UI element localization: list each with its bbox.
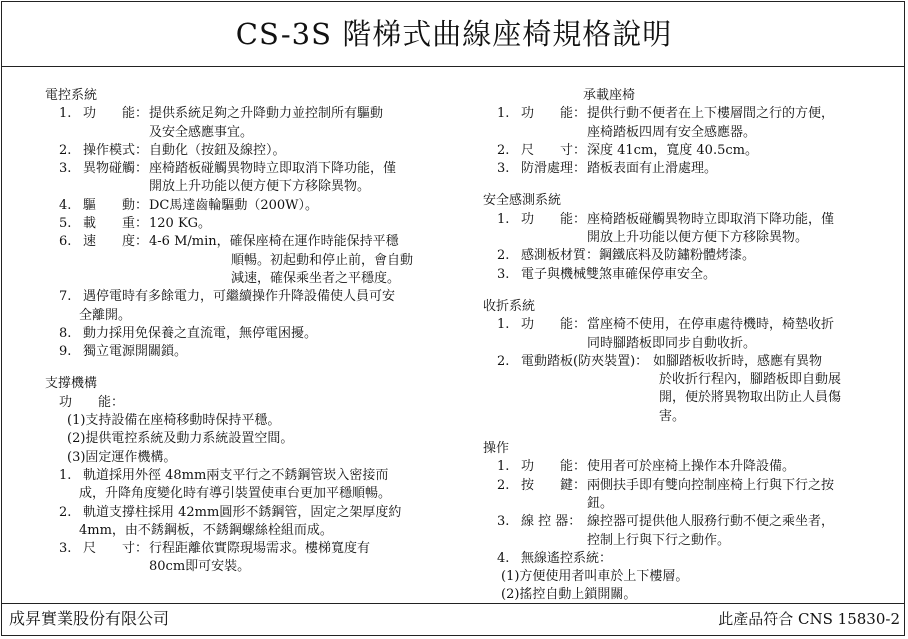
- item-number: 1.: [497, 106, 510, 122]
- spec-line: [483, 586, 903, 604]
- item-text: 害。: [659, 408, 686, 424]
- item-label: 功 能：: [521, 211, 587, 227]
- spec-line: [483, 160, 903, 178]
- spec-line: [483, 477, 903, 495]
- spec-line: [45, 485, 445, 503]
- item-text: 4mm，由不銹鋼板，不銹鋼螺絲栓組而成。: [79, 522, 333, 538]
- spec-line: [483, 316, 903, 334]
- spec-line: [45, 412, 445, 430]
- item-text: 遇停電時有多餘電力，可繼續操作升降設備使人員可安: [83, 289, 396, 305]
- item-label: 電動踏板(防夾裝置)：: [521, 353, 649, 369]
- item-text: 開放上升功能以便方便下方移除異物。: [587, 230, 809, 246]
- item-number: 1.: [59, 467, 72, 483]
- spec-line: [483, 532, 903, 550]
- item-number: 2.: [497, 142, 510, 158]
- item-text: 成，升降角度變化時有導引裝置使車台更加平穩順暢。: [79, 486, 392, 502]
- item-label: 載 重：: [83, 216, 149, 232]
- item-text: 電子與機械雙煞車確保停車安全。: [521, 266, 717, 282]
- spec-section: [483, 87, 903, 178]
- item-label: 速 度：: [83, 234, 149, 250]
- item-text: 提供行動不便者在上下樓層間之行的方便，: [587, 106, 835, 122]
- spec-line: [45, 522, 445, 540]
- spec-line: [483, 266, 903, 284]
- spec-line: [483, 513, 903, 531]
- item-number: 3.: [497, 161, 510, 177]
- item-text: 行程距離依實際現場需求。樓梯寬度有: [149, 541, 371, 557]
- item-text: 座椅踏板四周有安全感應器。: [587, 124, 757, 140]
- spec-section: [483, 440, 903, 605]
- spec-line: [45, 124, 445, 142]
- item-label: 功 能：: [521, 317, 587, 333]
- item-label: 防滑處理：: [521, 161, 587, 177]
- spec-section: [483, 298, 903, 426]
- spec-line: [45, 558, 445, 576]
- item-text: 深度 41cm，寬度 40.5cm。: [587, 142, 758, 158]
- item-text: 控制上行與下行之動作。: [587, 532, 731, 548]
- item-number: 6.: [59, 234, 72, 250]
- spec-line: [45, 142, 445, 160]
- item-text: 自動化（按鈕及線控）。: [149, 142, 286, 158]
- item-number: 1.: [497, 317, 510, 333]
- spec-line: [45, 178, 445, 196]
- spec-line: [45, 160, 445, 178]
- item-text: 同時腳踏板即同步自動收折。: [587, 335, 757, 351]
- spec-section: [45, 87, 445, 361]
- item-text: 當座椅不使用，在停車處待機時，椅墊收折: [587, 317, 835, 333]
- item-label: 驅 動：: [83, 197, 149, 213]
- item-number: 7.: [59, 289, 72, 305]
- item-text: (1)支持設備在座椅移動時保持平穩。: [67, 413, 281, 429]
- section-heading: 安全感測系統: [483, 193, 562, 209]
- item-text: 如腳踏板收折時，感應有異物: [653, 353, 823, 369]
- spec-line: [483, 389, 903, 407]
- section-heading: 收折系統: [483, 298, 536, 314]
- item-number: 9.: [59, 344, 72, 360]
- item-text: 4-6 M/min，確保座椅在運作時能保持平穩: [149, 234, 399, 250]
- spec-line: [483, 353, 903, 371]
- item-text: (2)提供電控系統及動力系統設置空間。: [67, 431, 294, 447]
- title-divider: [1, 66, 905, 67]
- item-number: 3.: [497, 514, 510, 530]
- spec-line: [483, 335, 903, 353]
- item-text: (3)固定運作機構。: [67, 449, 177, 465]
- item-number: 1.: [497, 211, 510, 227]
- item-text: DC馬達齒輪驅動（200W）。: [149, 197, 319, 213]
- item-text: 開，便於將異物取出防止人員傷: [659, 390, 842, 406]
- section-heading: 電控系統: [45, 88, 98, 103]
- item-text: 軌道採用外徑 48mm兩支平行之不銹鋼管崁入密接而: [83, 467, 389, 483]
- item-number: 1.: [59, 106, 72, 122]
- item-label: 功 能：: [521, 106, 587, 122]
- spec-line: [45, 215, 445, 233]
- item-number: 2.: [59, 504, 72, 520]
- item-text: 感測板材質：鋼鐵底料及防鏽粉體烤漆。: [521, 248, 756, 264]
- spec-section: [483, 192, 903, 283]
- spec-line: [45, 540, 445, 558]
- item-text: 座椅踏板碰觸異物時立即取消下降功能，僅: [149, 161, 397, 177]
- spec-line: [483, 458, 903, 476]
- spec-line: [45, 270, 445, 288]
- company-name: 成昇實業股份有限公司: [9, 609, 170, 628]
- item-label: 尺 寸：: [521, 142, 587, 158]
- spec-line: [45, 307, 445, 325]
- item-text: 兩側扶手即有雙向控制座椅上行與下行之按: [587, 477, 835, 493]
- item-text: 80cm即可安裝。: [149, 559, 251, 575]
- item-label: 線 控 器：: [521, 514, 582, 530]
- item-text: 座椅踏板碰觸異物時立即取消下降功能，僅: [587, 211, 835, 227]
- item-text: 120 KG。: [149, 216, 212, 232]
- right-column: [483, 87, 903, 619]
- item-label: 異物碰觸：: [83, 161, 149, 177]
- spec-line: [45, 233, 445, 251]
- item-text: 順暢。初起動和停止前，會自動: [231, 252, 414, 268]
- item-text: 功 能：: [59, 394, 125, 410]
- spec-line: [483, 371, 903, 389]
- item-text: 踏板表面有止滑處理。: [587, 161, 718, 177]
- item-text: 線控器可提供他人服務行動不便之乘坐者，: [587, 514, 835, 530]
- item-number: 5.: [59, 216, 72, 232]
- spec-line: [45, 394, 445, 412]
- item-text: 於收折行程內，腳踏板即自動展: [659, 372, 842, 388]
- spec-line: [483, 229, 903, 247]
- spec-line: [45, 325, 445, 343]
- item-number: 2.: [497, 477, 510, 493]
- item-number: 2.: [497, 248, 510, 264]
- item-text: 無線遙控系統：: [521, 550, 613, 566]
- spec-line: [483, 105, 903, 123]
- item-text: (2)搖控自動上鎖開關。: [501, 587, 637, 603]
- item-label: 功 能：: [83, 106, 149, 122]
- spec-line: [45, 467, 445, 485]
- spec-line: [45, 343, 445, 361]
- page-title: CS-3S 階梯式曲線座椅規格說明: [235, 17, 673, 51]
- spec-line: [483, 247, 903, 265]
- item-number: 2.: [59, 142, 72, 158]
- spec-line: [45, 252, 445, 270]
- item-number: 3.: [497, 266, 510, 282]
- footer-divider: [1, 603, 905, 604]
- item-text: 軌道支撐柱採用 42mm圓形不銹鋼管，固定之架厚度約: [83, 504, 402, 520]
- item-text: 全離開。: [79, 307, 132, 323]
- item-label: 功 能：: [521, 459, 587, 475]
- item-number: 2.: [497, 353, 510, 369]
- section-heading: 承載座椅: [583, 88, 636, 103]
- spec-section: [45, 375, 445, 576]
- item-text: 及安全感應事宜。: [149, 124, 254, 140]
- item-text: 鈕。: [587, 495, 614, 511]
- item-number: 4.: [497, 550, 510, 566]
- item-number: 1.: [497, 459, 510, 475]
- cns-compliance: 此產品符合 CNS 15830-2: [718, 610, 900, 628]
- item-text: 提供系統足夠之升降動力並控制所有驅動: [149, 106, 384, 122]
- item-number: 3.: [59, 161, 72, 177]
- item-text: 獨立電源開關鎖。: [83, 344, 188, 360]
- spec-line: [45, 504, 445, 522]
- item-text: 動力採用免保養之直流電，無停電困擾。: [83, 325, 318, 341]
- section-heading: 操作: [483, 441, 510, 457]
- spec-line: [483, 124, 903, 142]
- spec-line: [483, 495, 903, 513]
- spec-line: [483, 408, 903, 426]
- spec-line: [45, 288, 445, 306]
- item-label: 尺 寸：: [83, 541, 149, 557]
- left-column: [45, 87, 445, 591]
- item-number: 8.: [59, 325, 72, 341]
- item-number: 3.: [59, 541, 72, 557]
- item-text: 開放上升功能以便方便下方移除異物。: [149, 179, 371, 195]
- spec-line: [483, 211, 903, 229]
- item-number: 4.: [59, 197, 72, 213]
- item-text: 減速，確保乘坐者之平穩度。: [231, 270, 401, 286]
- spec-line: [483, 142, 903, 160]
- item-text: 使用者可於座椅上操作本升降設備。: [587, 459, 796, 475]
- spec-line: [45, 105, 445, 123]
- spec-line: [483, 568, 903, 586]
- item-label: 操作模式：: [83, 142, 149, 158]
- section-heading: 支撐機構: [45, 376, 98, 392]
- spec-line: [45, 449, 445, 467]
- spec-line: [45, 430, 445, 448]
- item-text: (1)方便使用者叫車於上下樓層。: [501, 569, 689, 585]
- spec-line: [45, 197, 445, 215]
- spec-line: [483, 550, 903, 568]
- item-label: 按 鍵：: [521, 477, 587, 493]
